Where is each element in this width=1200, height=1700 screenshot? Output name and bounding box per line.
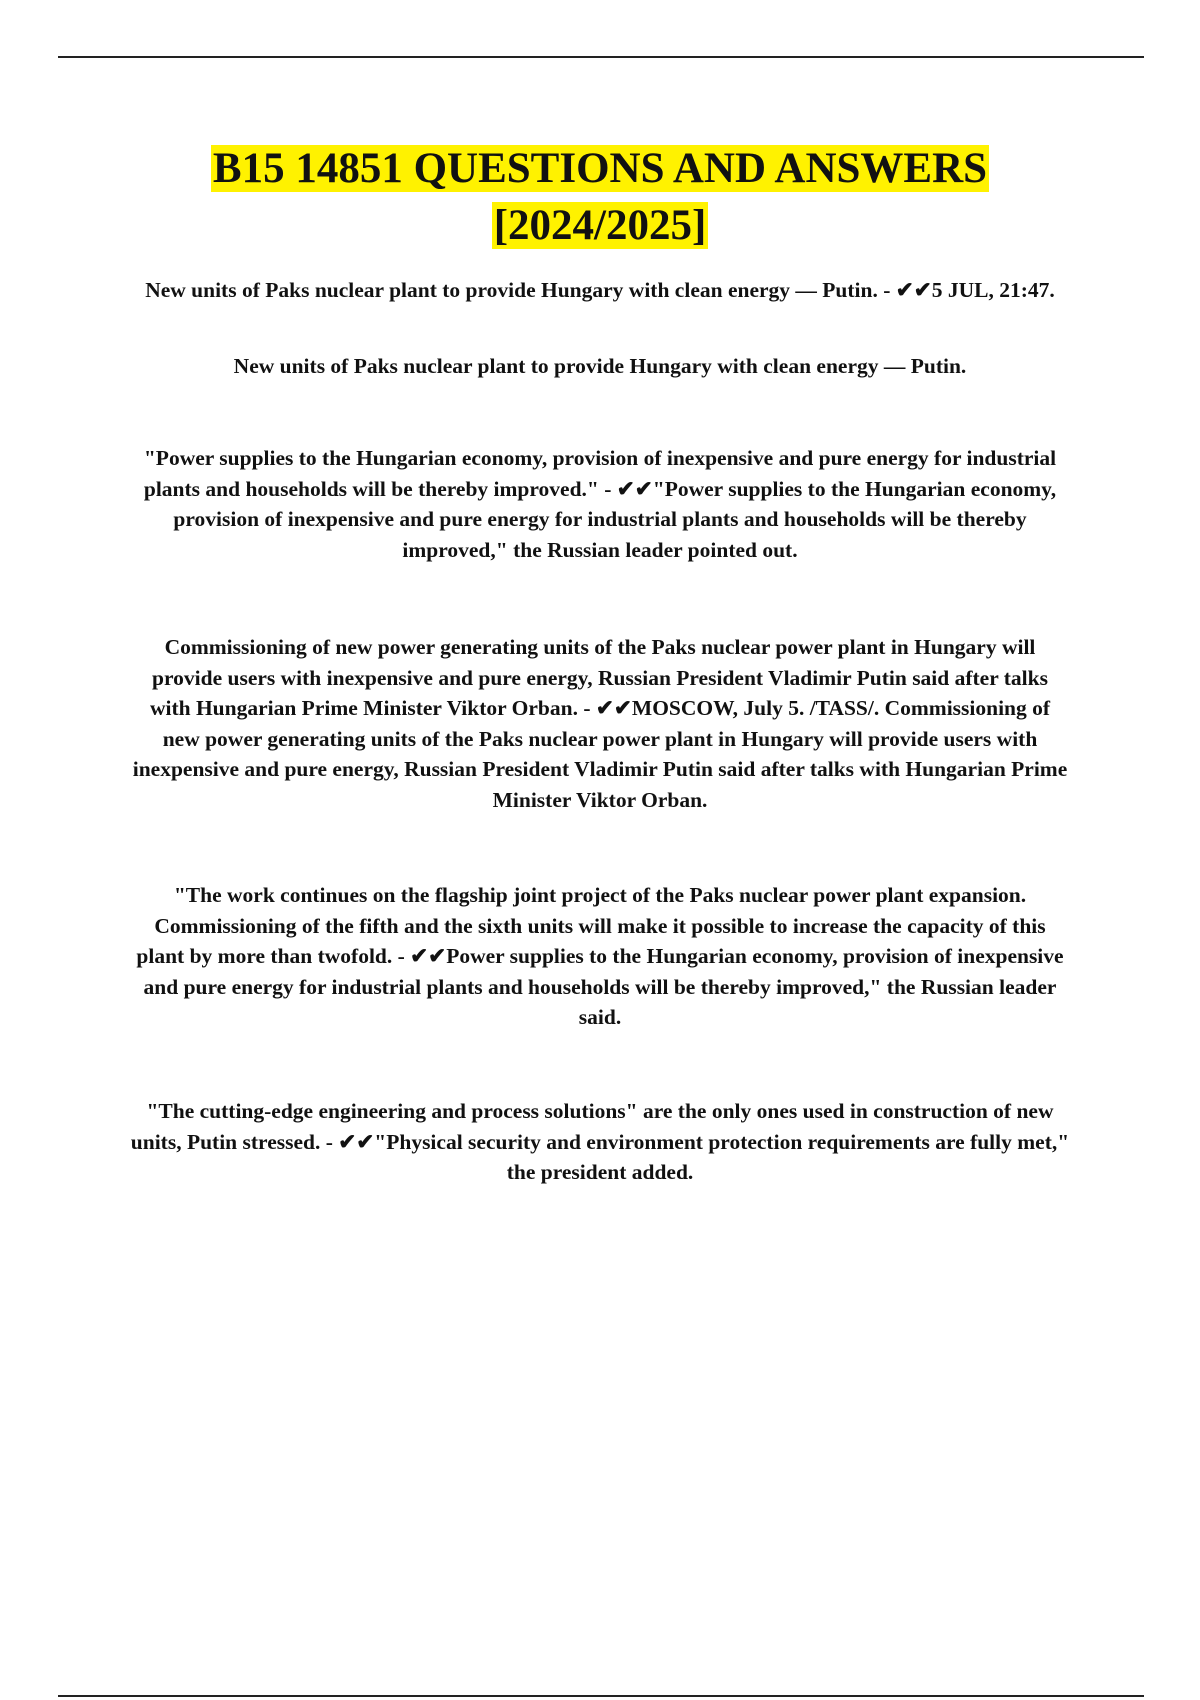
title-line-2: [2024/2025] xyxy=(493,202,707,249)
top-rule xyxy=(58,56,1144,58)
bottom-rule xyxy=(58,1695,1144,1697)
title-line-1: B15 14851 QUESTIONS AND ANSWERS xyxy=(212,145,988,192)
entry-5: "The work continues on the flagship joint project of the Paks nuclear power plant expansion. Commissioning of the fifth and the sixth units will make it possible to increase the capacity of this plant by more than twofold. - ✔✔Power supplies to the Hungarian economy, provision of inexpensive and pure energy for industrial plants and households will be thereby improved," the Russian leader said. xyxy=(136,883,1064,1029)
entry-6: "The cutting-edge engineering and process solutions" are the only ones used in construction of new units, Putin stressed. - ✔✔"Physical security and environment protection requirements are fully met," the president added. xyxy=(130,1099,1070,1184)
entry-1: New units of Paks nuclear plant to provide Hungary with clean energy — Putin. - ✔✔5 JUL, 21:47. xyxy=(145,278,1055,302)
document-title xyxy=(100,140,1100,254)
entry-4: Commissioning of new power generating units of the Paks nuclear power plant in Hungary will provide users with inexpensive and pure energy, Russian President Vladimir Putin said after talks with Hungarian Prime Minister Viktor Orban. - ✔✔MOSCOW, July 5. /TASS/. Commissioning of new power generating units of the Paks nuclear power plant in Hungary will provide users with inexpensive and pure energy, Russian President Vladimir Putin said after talks with Hungarian Prime Minister Viktor Orban. xyxy=(132,635,1068,812)
entry-2: New units of Paks nuclear plant to provide Hungary with clean energy — Putin. xyxy=(233,354,967,378)
entry-3: "Power supplies to the Hungarian economy, provision of inexpensive and pure energy for industrial plants and households will be thereby improved." - ✔✔"Power supplies to the Hungarian economy, provision of inexpensive and pure energy for industrial plants and households will be thereby improved," the Russian leader pointed out. xyxy=(143,446,1057,562)
